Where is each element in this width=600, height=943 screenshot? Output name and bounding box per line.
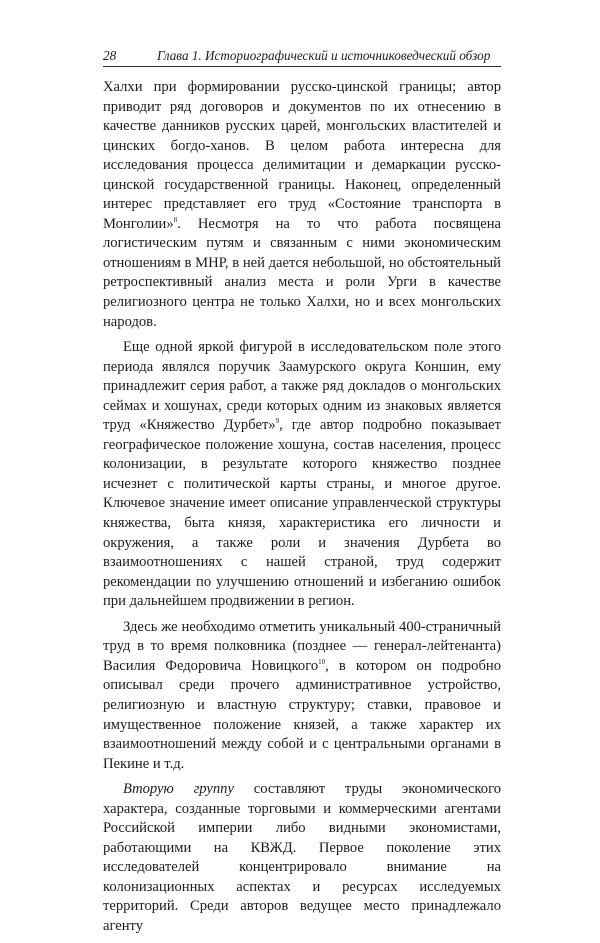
paragraph-1-text-rest: . Несмотря на то что работа посвящена логистическим путям и связанным с ними экономическим отношениям в МНР, в ней дается небольшой, но обстоятельный ретроспективный анализ места и роли Урги в качестве религиозного центра не только Халхи, но и всех монгольских народов.: [103, 215, 501, 330]
page-number: 28: [103, 48, 117, 63]
header-rule: [103, 66, 501, 67]
paragraph-3-text: Здесь же необходимо отметить уникальный 400-страничный труд в то время полковника (позднее — генерал-лейтенанта) Василия Федоровича Новицкого: [103, 618, 501, 674]
paragraph-2-text-rest: , где автор подробно показывает географическое положение хошуна, состав населения, процесс колонизации, в результате которого княжество позднее исчезнет с политической карты страны, и многое другое. Ключевое значение имеет описание управленческой структуры княжества, быта князя, характеристика его личности и окружения, а также роли и значения Дурбета во взаимоотношениях с нашей страной, труд содержит рекомендации по улучшению отношений и избеганию ошибок при дальнейшем продвижении в регион.: [103, 417, 501, 610]
paragraph-4: [103, 780, 501, 936]
paragraph-2-text: Еще одной яркой фигурой в исследовательском поле этого периода являлся поручик Заамурского округа Коншин, ему принадлежит серия работ, а также ряд докладов о монгольских сеймах и хошунах, среди которых одним из знаковых является труд «Княжество Дурбет»: [103, 339, 501, 434]
paragraph-2: [103, 338, 501, 612]
paragraph-4-text: составляют труды экономического характера, созданные торговыми и коммерческими агентами Российской империи либо видными экономистами, работающими на КВЖД. Первое поколение этих исследователей концентрировало внимание на колонизационных аспектах и ресурсах исследуемых территорий. Среди авторов ведущее место принадлежало агенту: [103, 781, 501, 934]
body-text: [103, 78, 501, 943]
paragraph-1-text: Халхи при формировании русско-цинской границы; автор приводит ряд договоров и документов по их отнесению в качестве данников русских царей, монгольских властителей и цинских богдо-ханов. В целом работа интересна для исследования процесса делимитации и демаркации русско-цинской государственной границы. Наконец, определенный интерес представляет его труд «Состояние транспорта в Монголии»: [103, 79, 501, 232]
footnote-ref-8: 8: [173, 215, 178, 224]
paragraph-3: [103, 618, 501, 774]
paragraph-4-italic-lead: Вторую группу: [123, 781, 234, 798]
chapter-title: Глава 1. Историографический и источниковедческий обзор: [157, 48, 491, 63]
footnote-ref-10: 10: [318, 657, 326, 666]
footnote-ref-9: 9: [275, 417, 280, 426]
paragraph-3-text-rest: , в котором он подробно описывал среди прочего административное устройство, религиозную и властную структуру; ставки, правовое и имущественное положение князей, а также характер их взаимоотношений между собой и с центральными органами в Пекине и т.д.: [103, 657, 501, 772]
paragraph-1: [103, 78, 501, 332]
running-head: [103, 48, 501, 64]
